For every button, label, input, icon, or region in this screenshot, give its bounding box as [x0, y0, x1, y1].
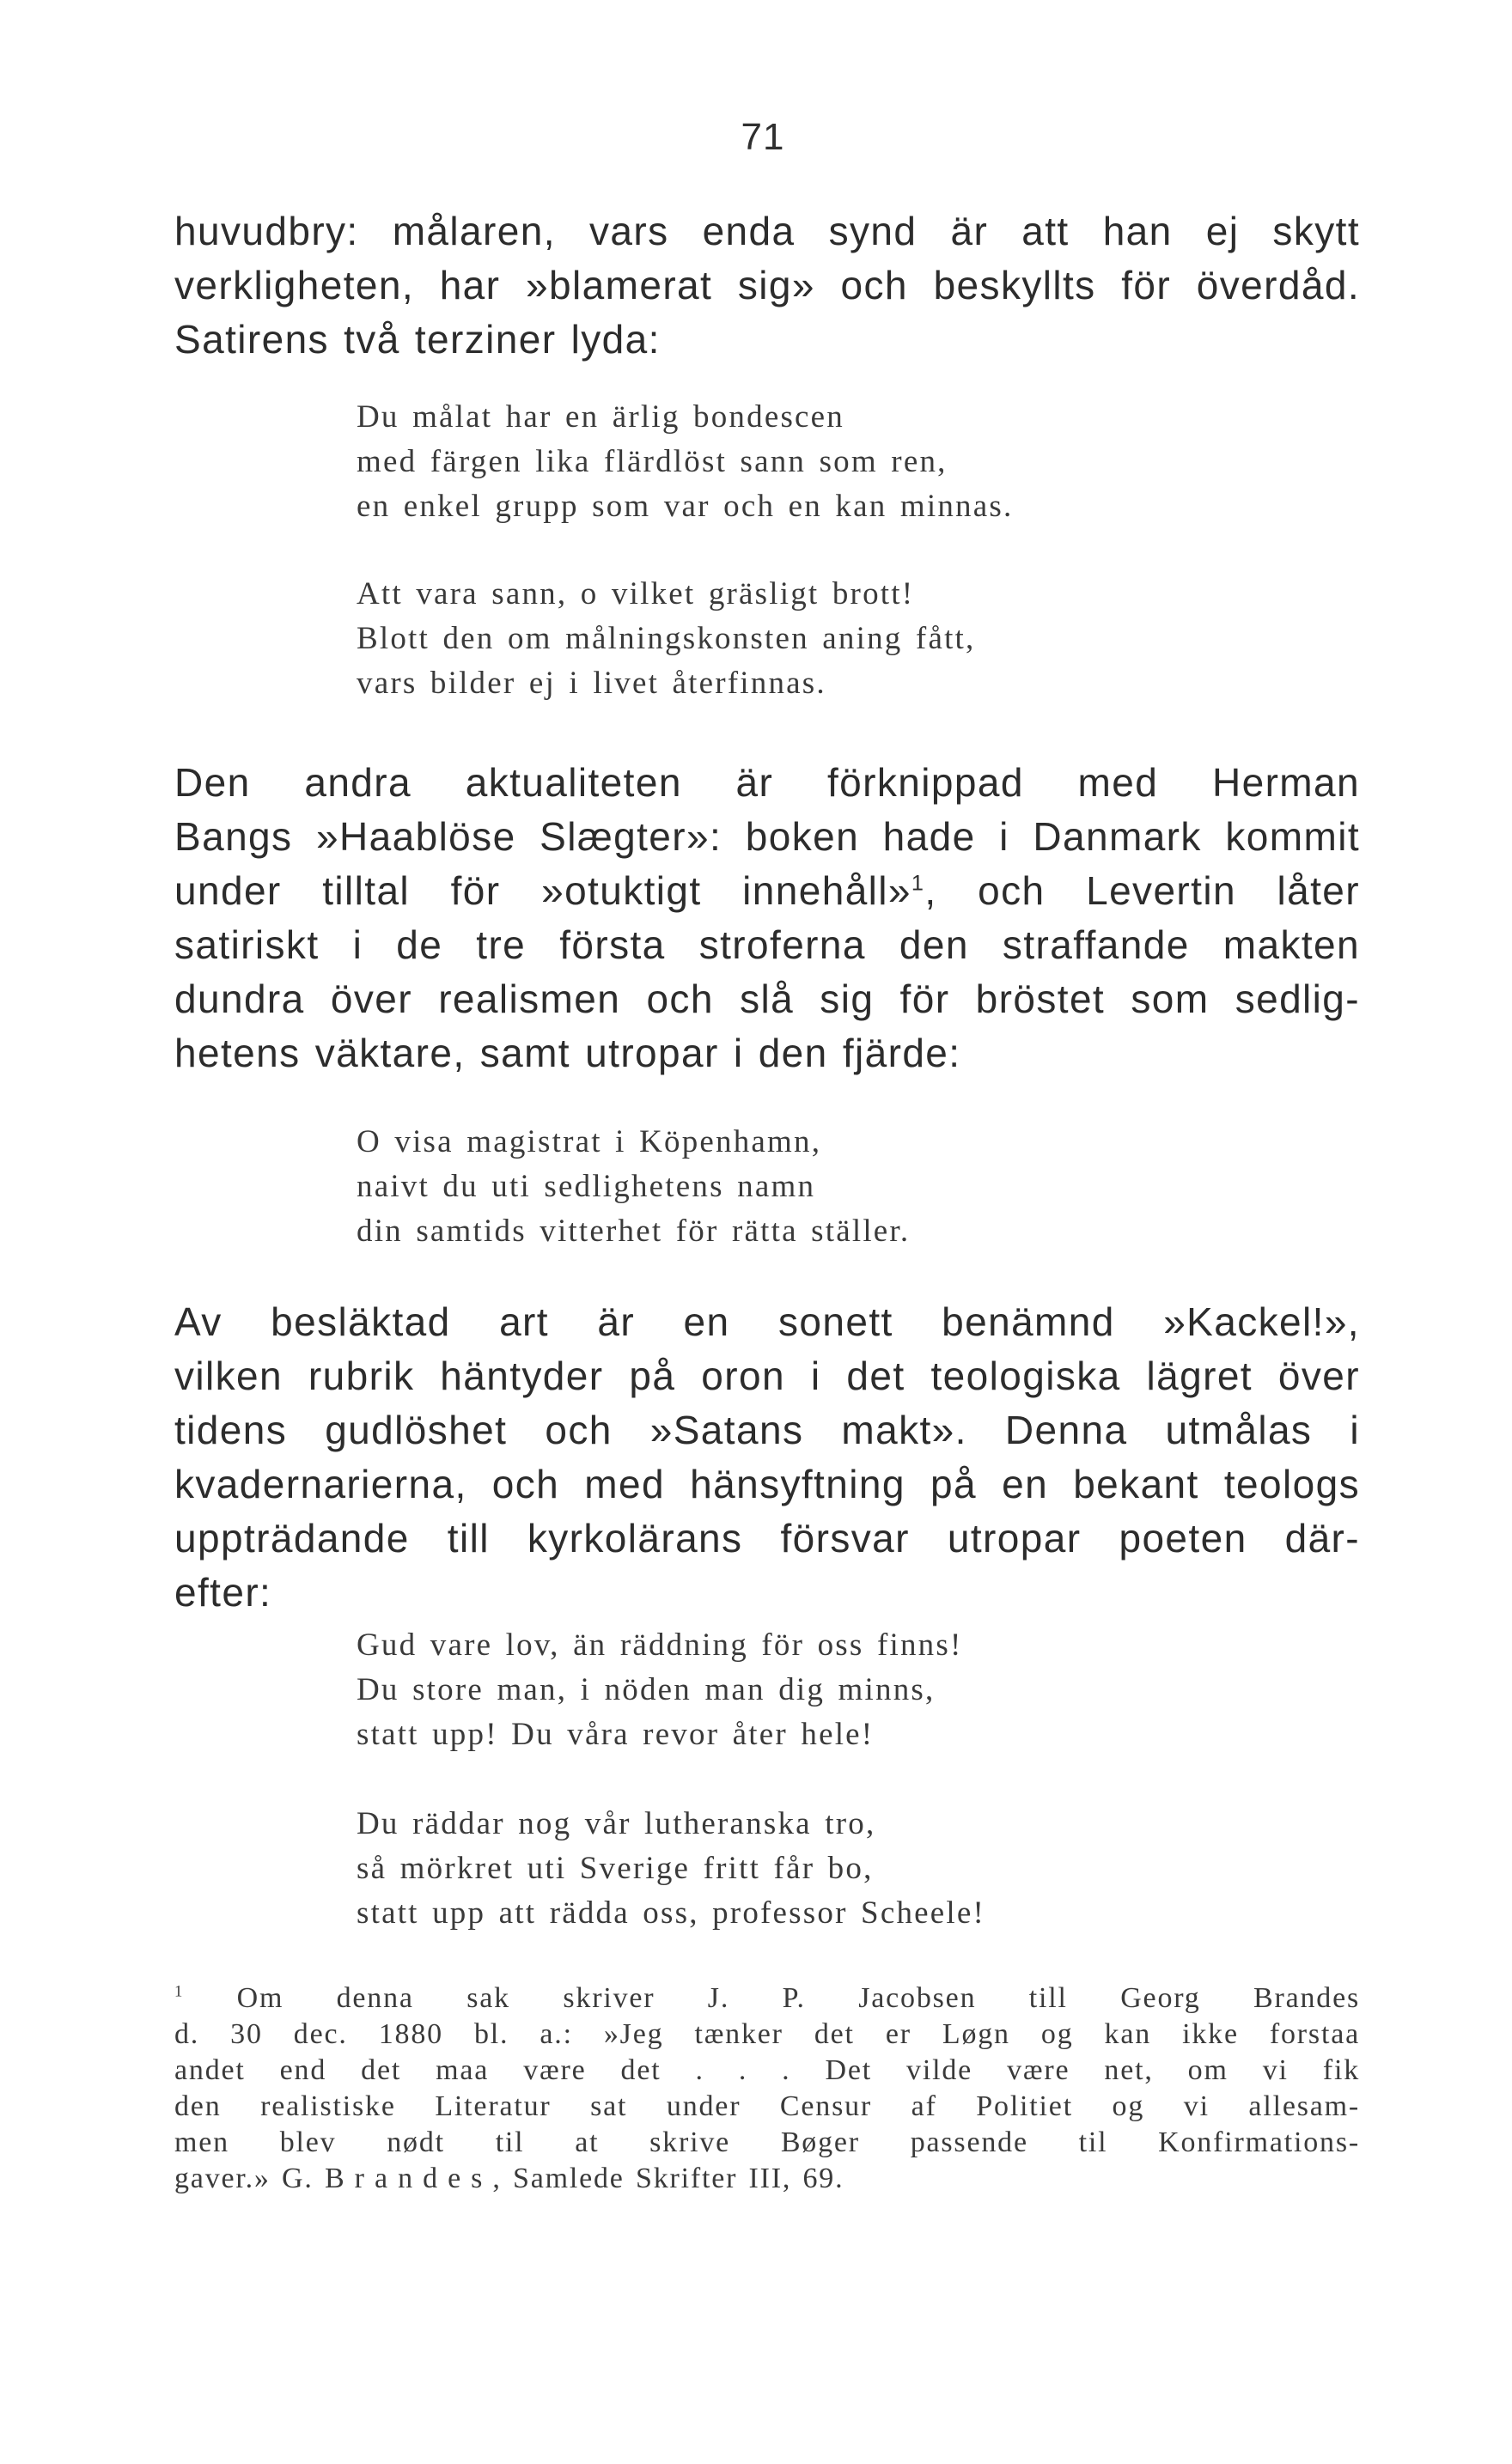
verse-line: så mörkret uti Sverige fritt får bo,	[357, 1851, 874, 1886]
paragraph-line: huvudbry: målaren, vars enda synd är att han ej skytt	[174, 209, 1360, 253]
paragraph-line: Satirens två terziner lyda:	[174, 317, 661, 362]
verse-line: statt upp att rädda oss, professor Scheele!	[357, 1895, 986, 1931]
footnote-marker: 1	[174, 1982, 185, 2001]
paragraph-text: , och Levertin låter	[924, 868, 1360, 913]
footnote-line: men blev nødt til at skrive Bøger passende til Konfirmations-	[174, 2126, 1360, 2158]
paragraph-line: efter:	[174, 1570, 272, 1615]
paragraph-line: Den andra aktualiteten är förknippad med Herman	[174, 760, 1360, 805]
footnote-text: gaver.» G.	[174, 2163, 325, 2194]
paragraph-line: tidens gudlöshet och »Satans makt». Denna utmålas i	[174, 1408, 1360, 1452]
footnote-line	[174, 1980, 1360, 2017]
verse-line: statt upp! Du våra revor åter hele!	[357, 1717, 875, 1752]
verse-terziner	[357, 395, 1013, 706]
paragraph-line: vilken rubrik häntyder på oron i det teologiska lägret över	[174, 1354, 1360, 1398]
footnote-line	[174, 2161, 1360, 2197]
paragraph-text: under tilltal för »otuktigt innehåll»	[174, 868, 911, 913]
verse-line: Du räddar nog vår lutheranska tro,	[357, 1806, 876, 1841]
footnote-line: andet end det maa være det . . . Det vilde være net, om vi fik	[174, 2054, 1360, 2086]
paragraph-line: Av besläktad art är en sonett benämnd »Kackel!»,	[174, 1299, 1360, 1344]
paragraph-line	[174, 864, 1360, 918]
footnote-text: , Samlede Skrifter III, 69.	[492, 2163, 844, 2194]
paragraph-2	[174, 756, 1360, 1080]
paragraph-line: kvadernarierna, och med hänsyftning på en bekant teologs	[174, 1462, 1360, 1506]
paragraph-3	[174, 1295, 1360, 1620]
paragraph-line: dundra över realismen och slå sig för bröstet som sedlig-	[174, 976, 1360, 1021]
verse-line: Du målat har en ärlig bondescen	[357, 399, 844, 435]
stanza-gap	[357, 529, 1013, 572]
stanza-gap	[357, 1757, 985, 1802]
verse-line: naivt du uti sedlighetens namn	[357, 1169, 816, 1204]
footnote-line: den realistiske Literatur sat under Censur af Politiet og vi allesam-	[174, 2090, 1360, 2122]
verse-line: med färgen lika flärdlöst sann som ren,	[357, 444, 948, 479]
paragraph-line: hetens väktare, samt utropar i den fjärde:	[174, 1031, 961, 1075]
verse-line: Blott den om målningskonsten aning fått,	[357, 621, 976, 656]
footnote-line: d. 30 dec. 1880 bl. a.: »Jeg tænker det er Løgn og kan ikke forstaa	[174, 2018, 1360, 2050]
verse-line: Gud vare lov, än räddning för oss finns!	[357, 1627, 963, 1663]
paragraph-1	[174, 204, 1360, 367]
author-name: Brandes	[324, 2163, 493, 2194]
footnote-text: Om denna sak skriver J. P. Jacobsen till Georg Brandes	[236, 1982, 1360, 2014]
verse-quote	[357, 1120, 910, 1254]
footnote	[174, 1980, 1360, 2197]
paragraph-line: satiriskt i de tre första stroferna den straffande makten	[174, 922, 1360, 967]
verse-line: O visa magistrat i Köpenhamn,	[357, 1124, 822, 1159]
verse-line: en enkel grupp som var och en kan minnas.	[357, 489, 1014, 524]
paragraph-line: Bangs »Haablöse Slægter»: boken hade i Danmark kommit	[174, 814, 1360, 859]
paragraph-line: uppträdande till kyrkolärans försvar utropar poeten där-	[174, 1516, 1360, 1561]
verse-line: vars bilder ej i livet återfinnas.	[357, 666, 826, 701]
verse-line: Du store man, i nöden man dig minns,	[357, 1672, 936, 1707]
verse-line: din samtids vitterhet för rätta ställer.	[357, 1214, 911, 1249]
verse-line: Att vara sann, o vilket gräsligt brott!	[357, 576, 915, 611]
paragraph-line: verkligheten, har »blamerat sig» och beskyllts för överdåd.	[174, 263, 1360, 307]
page-number: 71	[741, 116, 785, 158]
footnote-reference: 1	[911, 871, 925, 896]
verse-sonnet	[357, 1623, 985, 1936]
